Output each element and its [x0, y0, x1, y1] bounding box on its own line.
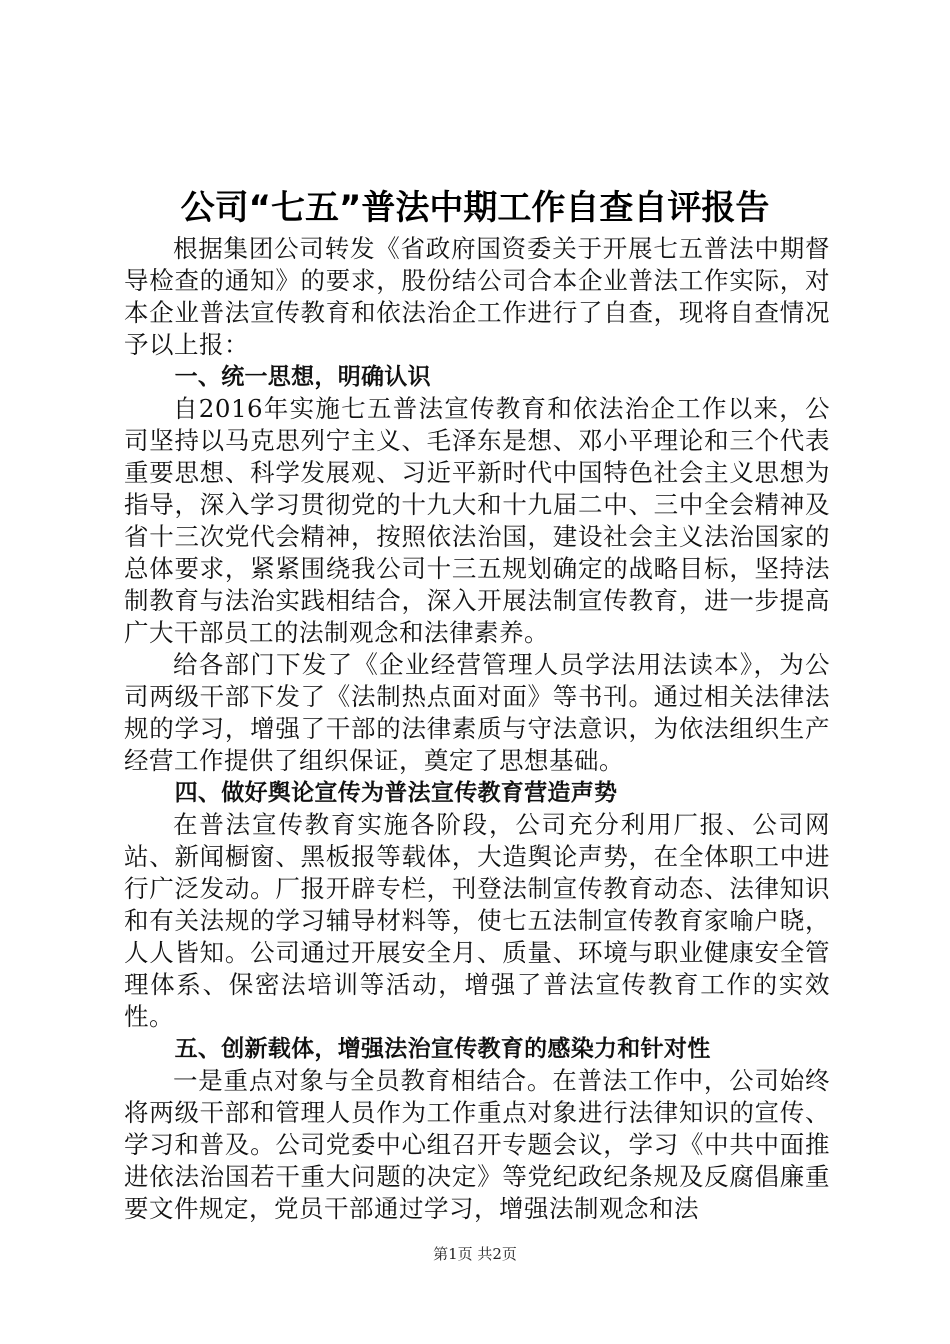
section-heading-5: 五、创新载体，增强法治宣传教育的感染力和针对性 [174, 1036, 711, 1062]
paragraph-section4: 在普法宣传教育实施各阶段，公司充分利用厂报、公司网站、新闻橱窗、黑板报等载体，大造舆论声势，在全体职工中进行广泛发动。厂报开辟专栏，刊登法制宣传教育动态、法律知识和有关法规的学习辅导材料等，使七五法制宣传教育家喻户晓，人人皆知。公司通过开展安全月、质量、环境与职业健康安全管理体系、保密法培训等活动，增强了普法宣传教育工作的实效性。 [124, 810, 830, 1031]
paragraph-intro: 根据集团公司转发《省政府国资委关于开展七五普法中期督导检查的通知》的要求，股份结公司合本企业普法工作实际，对本企业普法宣传教育和依法治企工作进行了自查，现将自查情况予以上报： [124, 234, 830, 359]
page-footer: 第1页 共2页 [433, 1245, 517, 1263]
document-title: 公司“七五”普法中期工作自查自评报告 [180, 188, 770, 228]
paragraph-section1-b: 给各部门下发了《企业经营管理人员学法用法读本》，为公司两级干部下发了《法制热点面对面》等书刊。通过相关法律法规的学习，增强了干部的法律素质与守法意识，为依法组织生产经营工作提供了组织保证，奠定了思想基础。 [124, 650, 830, 775]
paragraph-section1-a: 自2016年实施七五普法宣传教育和依法治企工作以来，公司坚持以马克思列宁主义、毛泽东是想、邓小平理论和三个代表重要思想、科学发展观、习近平新时代中国特色社会主义思想为指导，深入学习贯彻党的十九大和十九届二中、三中全会精神及省十三次党代会精神，按照依法治国，建设社会主义法治国家的总体要求，紧紧围绕我公司十三五规划确定的战略目标，坚持法制教育与法治实践相结合，深入开展法制宣传教育，进一步提高广大干部员工的法制观念和法律素养。 [124, 394, 830, 647]
section-heading-1: 一、统一思想，明确认识 [174, 364, 431, 390]
paragraph-section5: 一是重点对象与全员教育相结合。在普法工作中，公司始终将两级干部和管理人员作为工作重点对象进行法律知识的宣传、学习和普及。公司党委中心组召开专题会议，学习《中共中面推进依法治国若干重大问题的决定》等党纪政纪条规及反腐倡廉重要文件规定，党员干部通过学习，增强法制观念和法 [124, 1066, 830, 1223]
document-body [124, 233, 830, 1225]
section-heading-4: 四、做好舆论宣传为普法宣传教育营造声势 [174, 780, 618, 806]
